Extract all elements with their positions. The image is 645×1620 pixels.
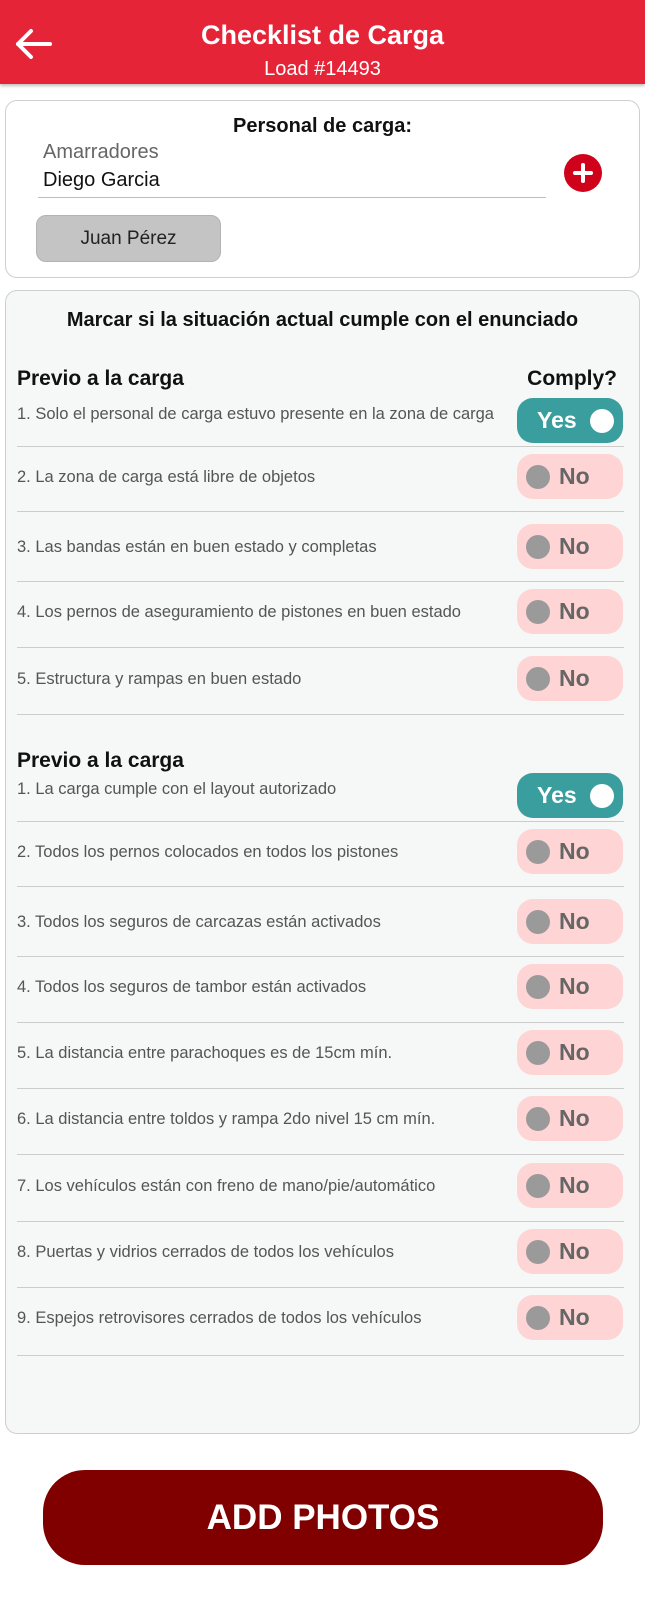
add-photos-button[interactable]: ADD PHOTOS (43, 1470, 603, 1565)
toggle-label: No (559, 1105, 590, 1131)
add-personnel-button[interactable] (564, 154, 602, 192)
comply-toggle[interactable] (517, 589, 623, 634)
checklist-card (5, 290, 640, 1434)
comply-toggle[interactable] (517, 454, 623, 499)
toggle-label: No (559, 665, 590, 691)
toggle-label: No (559, 1039, 590, 1065)
checklist-item-text: 3. Todos los seguros de carcazas están activados (17, 913, 381, 931)
comply-toggle[interactable] (517, 773, 623, 818)
section-title: Previo a la carga (17, 749, 184, 772)
toggle-label: No (559, 1304, 590, 1330)
toggle-knob (526, 910, 550, 934)
checklist-item-text: 2. Todos los pernos colocados en todos los pistones (17, 843, 399, 861)
comply-header: Comply? (527, 367, 617, 390)
personnel-title: Personal de carga: (233, 115, 412, 137)
app-header (0, 0, 645, 84)
comply-toggle[interactable] (517, 1229, 623, 1274)
toggle-label: Yes (537, 782, 577, 808)
amarradores-label: Amarradores (43, 141, 159, 163)
checklist-item-text: 6. La distancia entre toldos y rampa 2do nivel 15 cm mín. (17, 1110, 436, 1128)
checklist-item-text: 2. La zona de carga está libre de objetos (17, 468, 316, 486)
comply-toggle[interactable] (517, 398, 623, 443)
page-title: Checklist de Carga (200, 20, 445, 50)
comply-toggle[interactable] (517, 1096, 623, 1141)
section-title: Previo a la carga (17, 367, 184, 390)
personnel-chip[interactable]: Juan Pérez (36, 215, 221, 262)
toggle-knob (590, 784, 614, 808)
toggle-label: No (559, 973, 590, 999)
toggle-knob (526, 1240, 550, 1264)
toggle-knob (526, 1041, 550, 1065)
toggle-knob (526, 667, 550, 691)
checklist-item-text: 1. La carga cumple con el layout autorizado (17, 780, 337, 798)
toggle-knob (526, 840, 550, 864)
toggle-label: No (559, 598, 590, 624)
checklist-item-text: 4. Todos los seguros de tambor están activados (17, 978, 367, 996)
toggle-label: Yes (537, 407, 577, 433)
toggle-label: No (559, 838, 590, 864)
checklist-item-text: 7. Los vehículos están con freno de mano/pie/automático (17, 1177, 436, 1195)
toggle-knob (590, 409, 614, 433)
comply-toggle[interactable] (517, 656, 623, 701)
comply-toggle[interactable] (517, 829, 623, 874)
toggle-knob (526, 535, 550, 559)
checklist-item-text: 5. Estructura y rampas en buen estado (17, 670, 302, 688)
checklist-instruction: Marcar si la situación actual cumple con el enunciado (66, 309, 579, 331)
comply-toggle[interactable] (517, 524, 623, 569)
checklist-item-text: 4. Los pernos de aseguramiento de pistones en buen estado (17, 603, 461, 621)
toggle-label: No (559, 533, 590, 559)
toggle-label: No (559, 1238, 590, 1264)
toggle-knob (526, 600, 550, 624)
checklist-item-text: 9. Espejos retrovisores cerrados de todos los vehículos (17, 1309, 422, 1327)
toggle-knob (526, 1306, 550, 1330)
toggle-knob (526, 1107, 550, 1131)
comply-toggle[interactable] (517, 1030, 623, 1075)
comply-toggle[interactable] (517, 1295, 623, 1340)
checklist-item-text: 1. Solo el personal de carga estuvo presente en la zona de carga (17, 405, 494, 423)
comply-toggle[interactable] (517, 899, 623, 944)
amarradores-input[interactable]: Diego Garcia (38, 169, 546, 198)
toggle-label: No (559, 1172, 590, 1198)
checklist-item-text: 3. Las bandas están en buen estado y completas (17, 538, 377, 556)
toggle-label: No (559, 463, 590, 489)
checklist-item-text: 8. Puertas y vidrios cerrados de todos los vehículos (17, 1243, 394, 1261)
personnel-card (5, 100, 640, 278)
checklist-item-text: 5. La distancia entre parachoques es de 15cm mín. (17, 1044, 393, 1062)
toggle-label: No (559, 908, 590, 934)
comply-toggle[interactable] (517, 1163, 623, 1208)
toggle-knob (526, 465, 550, 489)
toggle-knob (526, 1174, 550, 1198)
load-number: Load #14493 (264, 58, 381, 80)
comply-toggle[interactable] (517, 964, 623, 1009)
toggle-knob (526, 975, 550, 999)
